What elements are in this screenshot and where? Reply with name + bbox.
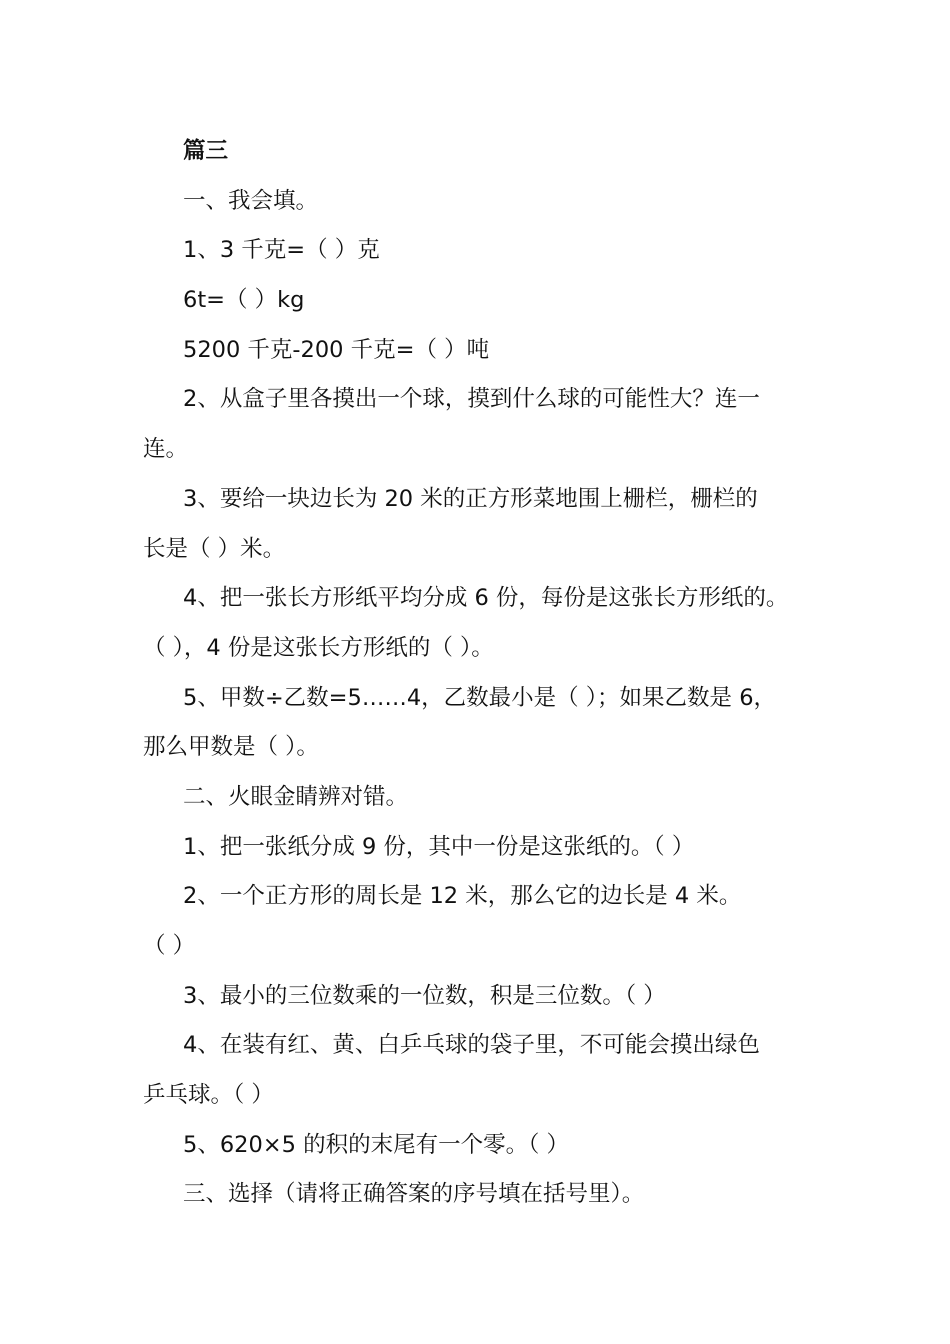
question-line: 6t=（ ）kg [183, 287, 305, 314]
question-line: 5、620×5 的积的末尾有一个零。（ ） [183, 1131, 569, 1158]
question-line: 2、从盒子里各摸出一个球，摸到什么球的可能性大？连一 [183, 386, 760, 413]
question-line-continued: 乒乓球。（ ） [143, 1082, 274, 1109]
section-heading-multiple-choice: 三、选择（请将正确答案的序号填在括号里）。 [183, 1181, 645, 1208]
question-line-continued: 那么甲数是（ ）。 [143, 734, 319, 761]
section-heading-fill-in: 一、我会填。 [183, 187, 319, 214]
question-line-continued: （ ），4 份是这张长方形纸的（ ）。 [143, 634, 494, 661]
question-line: 2、一个正方形的周长是 12 米，那么它的边长是 4 米。 [183, 883, 742, 910]
question-line: 1、3 千克=（ ）克 [183, 237, 380, 264]
question-line: 3、要给一块边长为 20 米的正方形菜地围上栅栏，栅栏的 [183, 485, 758, 512]
document-title: 篇三 [183, 138, 229, 164]
question-line-continued: 连。 [143, 436, 189, 463]
question-line: 4、把一张长方形纸平均分成 6 份，每份是这张长方形纸的。 [183, 585, 789, 612]
section-heading-true-false: 二、火眼金睛辨对错。 [183, 783, 409, 810]
question-line: 4、在装有红、黄、白乒乓球的袋子里，不可能会摸出绿色 [183, 1032, 760, 1059]
question-line: 5200 千克-200 千克=（ ）吨 [183, 336, 490, 363]
question-line-continued: （ ） [143, 933, 196, 959]
question-line-continued: 长是（ ）米。 [143, 535, 286, 562]
question-line: 1、把一张纸分成 9 份，其中一份是这张纸的。（ ） [183, 833, 695, 860]
document-body [143, 127, 813, 1220]
question-line: 5、甲数÷乙数=5……4，乙数最小是（ ）；如果乙数是 6， [183, 684, 777, 711]
question-line: 3、最小的三位数乘的一位数，积是三位数。（ ） [183, 982, 666, 1009]
